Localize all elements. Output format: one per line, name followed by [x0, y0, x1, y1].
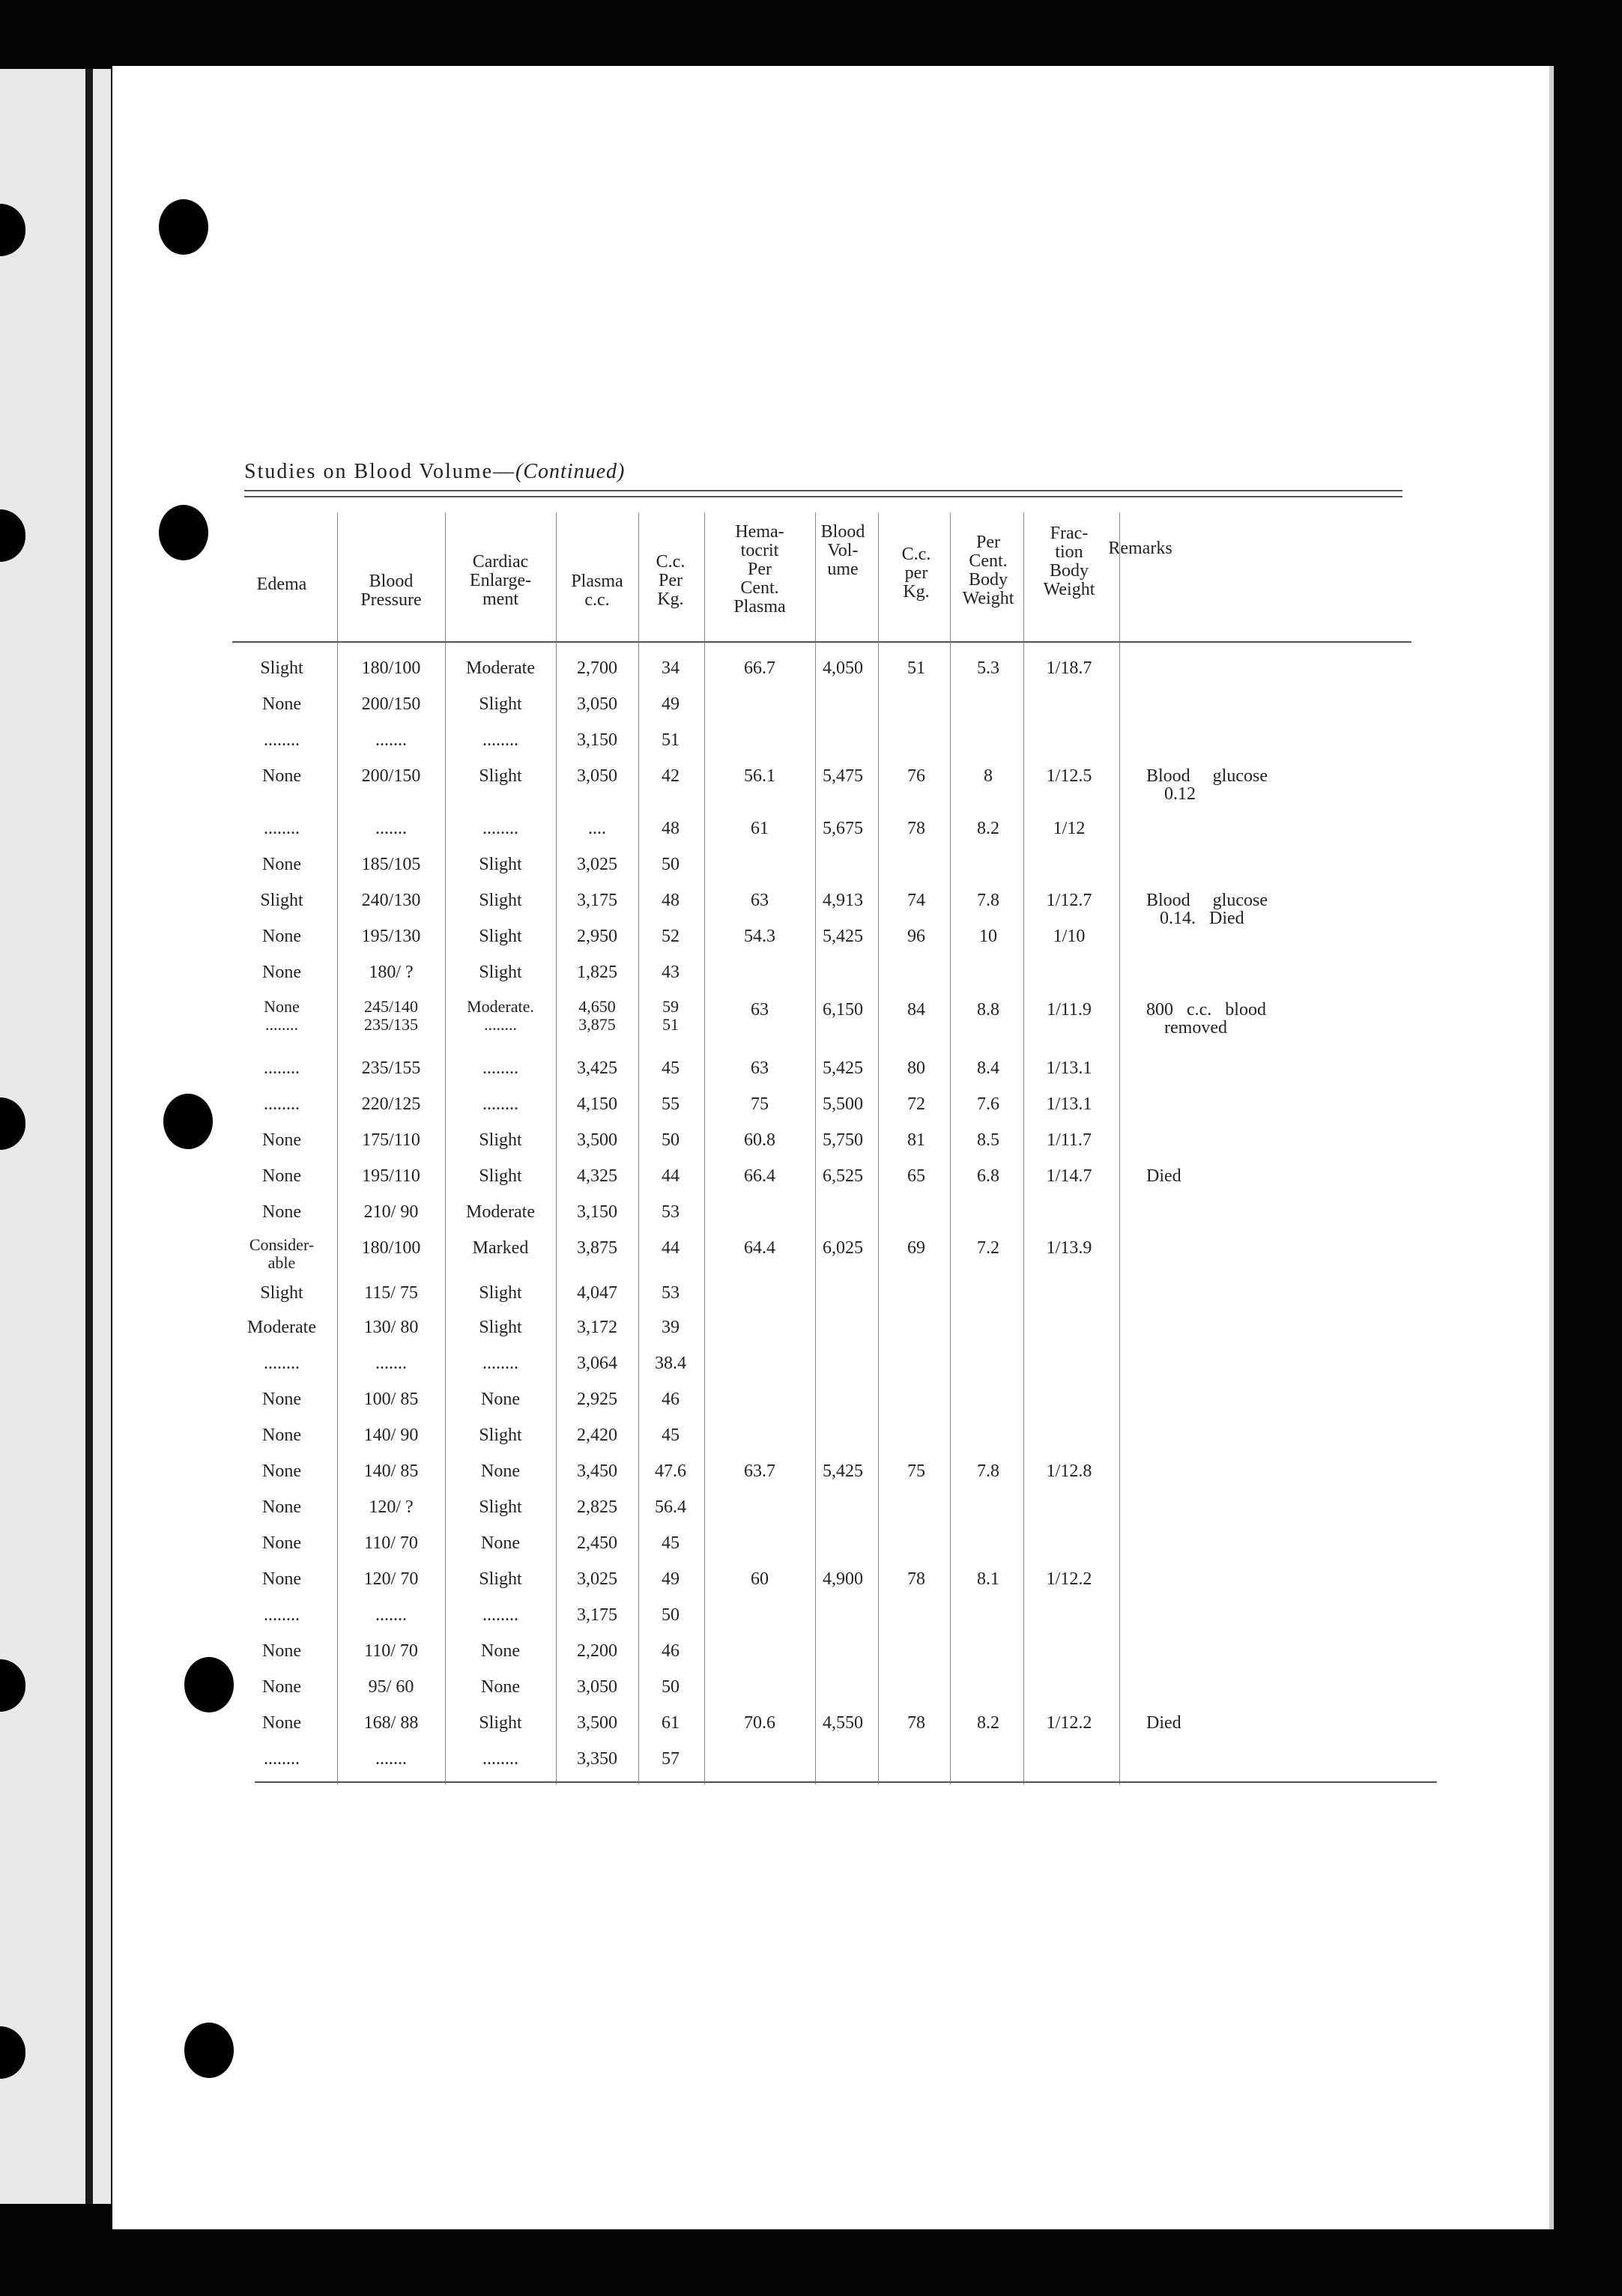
cell-edema: None: [262, 1497, 301, 1517]
cell-cckg2: 51: [907, 658, 925, 678]
cell-edema: ........: [264, 1354, 300, 1373]
cell-cckg: 45: [662, 1058, 680, 1078]
cell-cckg: 44: [662, 1238, 680, 1258]
cell-cardiac: ........: [482, 1354, 518, 1373]
cell-plasma: 3,150: [577, 1202, 617, 1222]
cell-bp: 175/110: [362, 1130, 420, 1150]
cell-cckg: 57: [662, 1749, 680, 1769]
table-row: [112, 731, 1549, 754]
cell-edema: None: [262, 1677, 301, 1697]
cell-cardiac: Marked: [472, 1238, 529, 1258]
cell-plasma: 3,064: [577, 1354, 617, 1373]
cell-cckg2: 96: [907, 927, 925, 946]
table-row: [112, 659, 1549, 682]
cell-cardiac: Slight: [479, 1713, 522, 1733]
cell-bp: .......: [375, 1749, 407, 1769]
table-row: [112, 820, 1549, 842]
cell-edema: ........: [264, 1094, 300, 1114]
cell-plasma: 3,050: [577, 694, 617, 714]
table-row: [112, 1284, 1549, 1306]
cell-edema: None: [262, 1533, 301, 1553]
cell-edema: None: [262, 927, 301, 946]
cell-bv: 5,425: [823, 1461, 863, 1481]
cell-cckg: 48: [662, 891, 680, 910]
cell-cckg: 61: [662, 1713, 680, 1733]
cell-remarks: 800 c.c. blood removed: [1146, 1000, 1266, 1038]
cell-bp: 240/130: [361, 891, 421, 910]
cell-cckg: 50: [662, 1677, 680, 1697]
cell-edema: None: [262, 1426, 301, 1445]
cell-edema: ........: [264, 1605, 300, 1625]
cell-bp: 100/ 85: [363, 1390, 419, 1409]
table-row: [112, 927, 1549, 950]
cell-frac: 1/18.7: [1046, 658, 1092, 678]
cell-bv: 5,425: [823, 1058, 863, 1078]
cell-pct: 7.6: [977, 1094, 999, 1114]
cell-edema: ........: [264, 1749, 300, 1769]
bottom-rule: [255, 1781, 1437, 1783]
cell-cardiac: ........: [482, 819, 518, 838]
cell-cckg2: 78: [907, 1713, 925, 1733]
cell-pct: 7.2: [977, 1238, 999, 1258]
cell-edema: None: [262, 1130, 301, 1150]
cell-cardiac: ........: [482, 1058, 518, 1078]
cell-bp: 168/ 88: [363, 1713, 419, 1733]
cell-plasma: 2,950: [577, 927, 617, 946]
cell-cckg: 52: [662, 927, 680, 946]
column-header-bv: Blood Vol- ume: [820, 522, 865, 579]
table-row: [112, 1131, 1549, 1154]
column-header-pct: Per Cent. Body Weight: [962, 533, 1014, 608]
cell-cardiac: None: [481, 1641, 520, 1661]
cell-bv: 6,150: [823, 1000, 863, 1020]
cell-hema: 61: [751, 819, 769, 838]
cell-pct: 8: [984, 766, 993, 786]
cell-cardiac: Slight: [479, 1426, 522, 1445]
table-row: [112, 1498, 1549, 1521]
cell-edema: None: [262, 1461, 301, 1481]
cell-edema: Slight: [260, 891, 303, 910]
cell-hema: 63: [751, 891, 769, 910]
cell-cckg: 55: [662, 1094, 680, 1114]
cell-bv: 4,050: [823, 658, 863, 678]
cell-hema: 60.8: [744, 1130, 775, 1150]
cell-cckg: 38.4: [655, 1354, 686, 1373]
cell-bp: 180/100: [361, 658, 421, 678]
cell-frac: 1/12: [1053, 819, 1086, 838]
cell-bp: 115/ 75: [364, 1283, 418, 1303]
cell-remarks: Died: [1146, 1713, 1181, 1733]
table-row: [112, 855, 1549, 878]
cell-edema: None: [262, 1390, 301, 1409]
cell-hema: 70.6: [744, 1713, 775, 1733]
cell-bv: 6,025: [823, 1238, 863, 1258]
column-header-hema: Hema- tocrit Per Cent. Plasma: [733, 522, 786, 617]
cell-edema: None: [262, 766, 301, 786]
table-row: [112, 766, 1549, 804]
header-rule: [232, 641, 1411, 643]
cell-bv: 5,425: [823, 927, 863, 946]
cell-pct: 7.8: [977, 1461, 999, 1481]
cell-pct: 8.8: [977, 1000, 999, 1020]
cell-cckg2: 78: [907, 819, 925, 838]
cell-cckg: 34: [662, 658, 680, 678]
cell-hema: 63: [751, 1058, 769, 1078]
cell-frac: 1/13.1: [1046, 1058, 1092, 1078]
cell-cardiac: Slight: [479, 891, 522, 910]
cell-plasma: 3,450: [577, 1461, 617, 1481]
cell-plasma: 3,350: [577, 1749, 617, 1769]
cell-cckg: 53: [662, 1202, 680, 1222]
cell-cckg2: 78: [907, 1569, 925, 1589]
cell-cckg: 45: [662, 1426, 680, 1445]
cell-plasma: 2,200: [577, 1641, 617, 1661]
cell-edema: ........: [264, 730, 300, 750]
cell-cardiac: Slight: [479, 927, 522, 946]
cell-edema: None: [262, 1202, 301, 1222]
cell-bv: 4,550: [823, 1713, 863, 1733]
page-gutter: [85, 69, 93, 2204]
cell-cardiac: Slight: [479, 1569, 522, 1589]
cell-plasma: 2,700: [577, 658, 617, 678]
cell-edema: None: [262, 1713, 301, 1733]
cell-hema: 66.7: [744, 658, 775, 678]
cell-cardiac: Moderate. ........: [467, 997, 534, 1034]
cell-cardiac: None: [481, 1390, 520, 1409]
cell-cckg: 44: [662, 1166, 680, 1186]
cell-plasma: 3,500: [577, 1130, 617, 1150]
cell-plasma: 3,425: [577, 1058, 617, 1078]
cell-cardiac: Slight: [479, 766, 522, 786]
cell-plasma: 3,050: [577, 766, 617, 786]
cell-plasma: 4,650 3,875: [578, 997, 616, 1034]
cell-hema: 66.4: [744, 1166, 775, 1186]
cell-plasma: ....: [588, 819, 606, 838]
cell-bv: 4,900: [823, 1569, 863, 1589]
column-header-bp: Blood Pressure: [360, 572, 422, 610]
cell-cckg: 59 51: [662, 997, 679, 1034]
cell-bp: .......: [375, 1354, 407, 1373]
table-row: [112, 1390, 1549, 1413]
cell-bp: 180/100: [361, 1238, 421, 1258]
cell-bp: 95/ 60: [368, 1677, 414, 1697]
cell-cardiac: Slight: [479, 963, 522, 982]
cell-bp: 185/105: [361, 855, 421, 874]
cell-frac: 1/12.7: [1046, 891, 1092, 910]
cell-plasma: 2,825: [577, 1497, 617, 1517]
cell-pct: 8.4: [977, 1058, 999, 1078]
cell-cardiac: None: [481, 1461, 520, 1481]
cell-plasma: 3,875: [577, 1238, 617, 1258]
cell-plasma: 2,450: [577, 1533, 617, 1553]
cell-bp: 220/125: [361, 1094, 421, 1114]
cell-cckg: 42: [662, 766, 680, 786]
table-row: [112, 1462, 1549, 1485]
table-row: [112, 1678, 1549, 1700]
cell-cckg: 49: [662, 1569, 680, 1589]
title-main: Studies on Blood Volume—: [244, 460, 516, 483]
cell-cckg2: 72: [907, 1094, 925, 1114]
cell-edema: None: [262, 855, 301, 874]
table-row: [112, 1714, 1549, 1736]
cell-bp: 140/ 85: [363, 1461, 419, 1481]
cell-hema: 63.7: [744, 1461, 775, 1481]
cell-frac: 1/11.7: [1047, 1130, 1092, 1150]
cell-cckg: 43: [662, 963, 680, 982]
cell-plasma: 3,175: [577, 1605, 617, 1625]
table-row: [112, 695, 1549, 718]
cell-hema: 60: [751, 1569, 769, 1589]
cell-edema: Moderate: [247, 1318, 316, 1337]
cell-cardiac: Slight: [479, 694, 522, 714]
cell-bp: 110/ 70: [364, 1533, 418, 1553]
cell-edema: ........: [264, 819, 300, 838]
cell-bp: 200/150: [361, 766, 421, 786]
cell-cckg: 46: [662, 1641, 680, 1661]
cell-bv: 5,500: [823, 1094, 863, 1114]
cell-edema: None: [262, 963, 301, 982]
column-header-cardiac: Cardiac Enlarge- ment: [469, 552, 532, 609]
table-row: [112, 1167, 1549, 1190]
cell-frac: 1/10: [1053, 927, 1086, 946]
cell-bp: .......: [375, 819, 407, 838]
cell-bv: 5,675: [823, 819, 863, 838]
cell-bv: 6,525: [823, 1166, 863, 1186]
cell-bv: 5,475: [823, 766, 863, 786]
cell-cckg2: 65: [907, 1166, 925, 1186]
cell-plasma: 3,500: [577, 1713, 617, 1733]
table-row: [112, 1203, 1549, 1226]
cell-edema: Slight: [260, 1283, 303, 1303]
column-header-cckg: C.c. Per Kg.: [656, 552, 686, 609]
cell-pct: 7.8: [977, 891, 999, 910]
table-row: [112, 997, 1549, 1038]
cell-plasma: 3,025: [577, 855, 617, 874]
table-row: [112, 1426, 1549, 1449]
cell-bp: 140/ 90: [363, 1426, 419, 1445]
cell-cardiac: ........: [482, 1749, 518, 1769]
table-row: [112, 1318, 1549, 1341]
cell-frac: 1/12.8: [1046, 1461, 1092, 1481]
cell-hema: 64.4: [744, 1238, 775, 1258]
column-header-plasma: Plasma c.c.: [571, 572, 623, 610]
cell-cardiac: None: [481, 1677, 520, 1697]
document-page: [112, 66, 1549, 2229]
cell-cckg: 45: [662, 1533, 680, 1553]
cell-cckg: 56.4: [655, 1497, 686, 1517]
cell-frac: 1/13.1: [1046, 1094, 1092, 1114]
cell-cardiac: Slight: [479, 1130, 522, 1150]
cell-frac: 1/12.2: [1046, 1713, 1092, 1733]
table-row: [112, 1606, 1549, 1629]
table-row: [112, 1095, 1549, 1118]
cell-frac: 1/14.7: [1046, 1166, 1092, 1186]
cell-remarks: Blood glucose 0.14. Died: [1146, 891, 1268, 928]
cell-cckg: 48: [662, 819, 680, 838]
cell-cckg: 39: [662, 1318, 680, 1337]
cell-hema: 54.3: [744, 927, 775, 946]
cell-bp: .......: [375, 730, 407, 750]
cell-cckg2: 80: [907, 1058, 925, 1078]
cell-cardiac: Slight: [479, 1318, 522, 1337]
cell-bp: 120/ ?: [369, 1497, 414, 1517]
cell-edema: None: [262, 1569, 301, 1589]
cell-hema: 56.1: [744, 766, 775, 786]
cell-cckg: 51: [662, 730, 680, 750]
cell-bv: 4,913: [823, 891, 863, 910]
cell-bp: .......: [375, 1605, 407, 1625]
cell-edema: ........: [264, 1058, 300, 1078]
cell-cardiac: Slight: [479, 855, 522, 874]
cell-edema: None: [262, 694, 301, 714]
cell-pct: 8.1: [977, 1569, 999, 1589]
cell-bp: 130/ 80: [363, 1318, 419, 1337]
cell-bv: 5,750: [823, 1130, 863, 1150]
cell-frac: 1/13.9: [1046, 1238, 1092, 1258]
cell-cckg2: 76: [907, 766, 925, 786]
cell-plasma: 2,925: [577, 1390, 617, 1409]
cell-cckg: 46: [662, 1390, 680, 1409]
table-row: [112, 1750, 1549, 1772]
cell-cardiac: Moderate: [466, 658, 535, 678]
cell-cardiac: None: [481, 1533, 520, 1553]
cell-pct: 8.2: [977, 1713, 999, 1733]
cell-cardiac: ........: [482, 730, 518, 750]
table-row: [112, 1354, 1549, 1377]
cell-bp: 110/ 70: [364, 1641, 418, 1661]
column-header-frac: Frac- tion Body Weight: [1043, 524, 1095, 599]
cell-cckg: 53: [662, 1283, 680, 1303]
cell-plasma: 3,150: [577, 730, 617, 750]
cell-bp: 210/ 90: [363, 1202, 419, 1222]
cell-pct: 10: [979, 927, 997, 946]
cell-cckg: 47.6: [655, 1461, 686, 1481]
table-row: [112, 1642, 1549, 1665]
cell-plasma: 3,172: [577, 1318, 617, 1337]
cell-pct: 5.3: [977, 658, 999, 678]
cell-frac: 1/11.9: [1047, 1000, 1092, 1020]
cell-edema: None ........: [264, 997, 300, 1034]
table-row: [112, 1570, 1549, 1593]
cell-cckg: 49: [662, 694, 680, 714]
cell-cardiac: Slight: [479, 1497, 522, 1517]
cell-pct: 8.5: [977, 1130, 999, 1150]
cell-frac: 1/12.5: [1046, 766, 1092, 786]
cell-cckg2: 69: [907, 1238, 925, 1258]
cell-edema: None: [262, 1166, 301, 1186]
column-header-remarks: Remarks: [1108, 539, 1172, 558]
table-row: [112, 963, 1549, 986]
cell-bp: 200/150: [361, 694, 421, 714]
cell-bp: 245/140 235/135: [363, 997, 419, 1034]
data-table: [112, 66, 1549, 2229]
cell-plasma: 4,047: [577, 1283, 617, 1303]
cell-plasma: 4,150: [577, 1094, 617, 1114]
cell-plasma: 3,025: [577, 1569, 617, 1589]
cell-bp: 120/ 70: [363, 1569, 419, 1589]
cell-pct: 6.8: [977, 1166, 999, 1186]
cell-edema: Slight: [260, 658, 303, 678]
column-header-cckg2: C.c. per Kg.: [901, 545, 931, 602]
cell-plasma: 3,050: [577, 1677, 617, 1697]
cell-cardiac: Slight: [479, 1283, 522, 1303]
title-continued: (Continued): [515, 460, 626, 483]
cell-cckg2: 81: [907, 1130, 925, 1150]
cell-plasma: 2,420: [577, 1426, 617, 1445]
cell-cckg2: 84: [907, 1000, 925, 1020]
cell-cardiac: Moderate: [466, 1202, 535, 1222]
cell-cckg2: 74: [907, 891, 925, 910]
table-row: [112, 891, 1549, 928]
table-row: [112, 1235, 1549, 1272]
cell-cardiac: Slight: [479, 1166, 522, 1186]
cell-pct: 8.2: [977, 819, 999, 838]
cell-remarks: Blood glucose 0.12: [1146, 766, 1268, 804]
cell-cckg: 50: [662, 1605, 680, 1625]
cell-bp: 235/155: [361, 1058, 421, 1078]
cell-edema: None: [262, 1641, 301, 1661]
cell-bp: 195/130: [361, 927, 421, 946]
column-header-edema: Edema: [256, 575, 307, 594]
cell-plasma: 3,175: [577, 891, 617, 910]
cell-cardiac: ........: [482, 1605, 518, 1625]
cell-cckg2: 75: [907, 1461, 925, 1481]
cell-hema: 63: [751, 1000, 769, 1020]
cell-hema: 75: [751, 1094, 769, 1114]
cell-frac: 1/12.2: [1046, 1569, 1092, 1589]
cell-bp: 180/ ?: [369, 963, 414, 982]
table-row: [112, 1534, 1549, 1557]
cell-edema: Consider- able: [249, 1235, 315, 1272]
table-row: [112, 1059, 1549, 1082]
cell-cckg: 50: [662, 855, 680, 874]
cell-bp: 195/110: [362, 1166, 420, 1186]
cell-remarks: Died: [1146, 1166, 1181, 1186]
cell-plasma: 1,825: [577, 963, 617, 982]
cell-cardiac: ........: [482, 1094, 518, 1114]
cell-plasma: 4,325: [577, 1166, 617, 1186]
cell-cckg: 50: [662, 1130, 680, 1150]
